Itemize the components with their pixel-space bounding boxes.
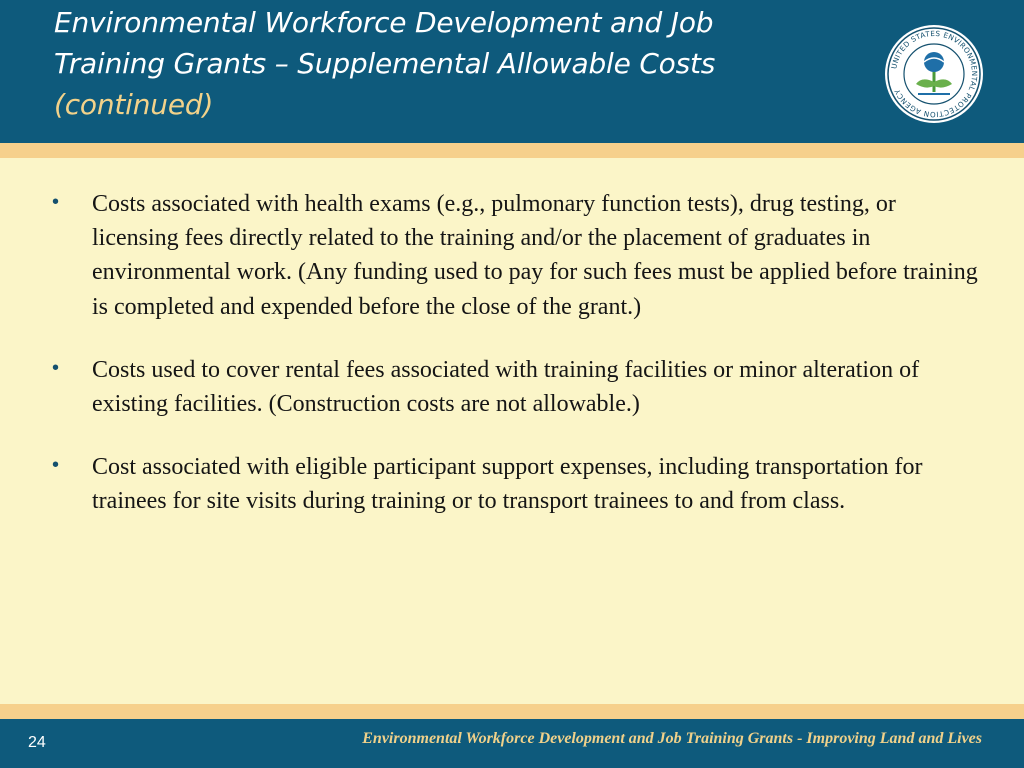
bullet-list — [52, 187, 987, 548]
title-line-1: Environmental Workforce Development and Job — [54, 6, 714, 39]
list-item — [52, 450, 987, 518]
bullet-icon: • — [52, 356, 60, 379]
bullet-text: Costs associated with health exams (e.g., pulmonary function tests), drug testing, or licensing fees directly related to the training and/or the placement of graduates in environmental work. (Any funding used to pay for such fees must be applied before training is completed and expended before the close of the grant.) — [92, 191, 978, 320]
epa-seal-icon — [884, 24, 984, 124]
bullet-icon: • — [52, 454, 60, 477]
list-item — [52, 187, 987, 324]
bullet-text: Costs used to cover rental fees associated with training facilities or minor alteration of existing facilities. (Construction costs are not allowable.) — [92, 356, 920, 418]
title-line-2: Training Grants – Supplemental Allowable Costs — [54, 47, 716, 80]
page-number: 24 — [28, 734, 46, 751]
title-line-3: (continued) — [54, 88, 214, 121]
seal-text: UNITED STATES ENVIRONMENTAL PROTECTION AGENCY — [889, 28, 980, 120]
header-stripe — [0, 143, 1024, 158]
bullet-text: Cost associated with eligible participant support expenses, including transportation for trainees for site visits during training or to transport trainees to and from class. — [92, 454, 923, 515]
slide-title — [54, 2, 844, 125]
bullet-icon: • — [52, 191, 60, 213]
footer-stripe — [0, 704, 1024, 719]
footer-tagline: Environmental Workforce Development and Job Training Grants - Improving Land and Lives — [362, 730, 982, 747]
epa-seal-logo — [884, 24, 984, 124]
list-item — [52, 353, 987, 421]
